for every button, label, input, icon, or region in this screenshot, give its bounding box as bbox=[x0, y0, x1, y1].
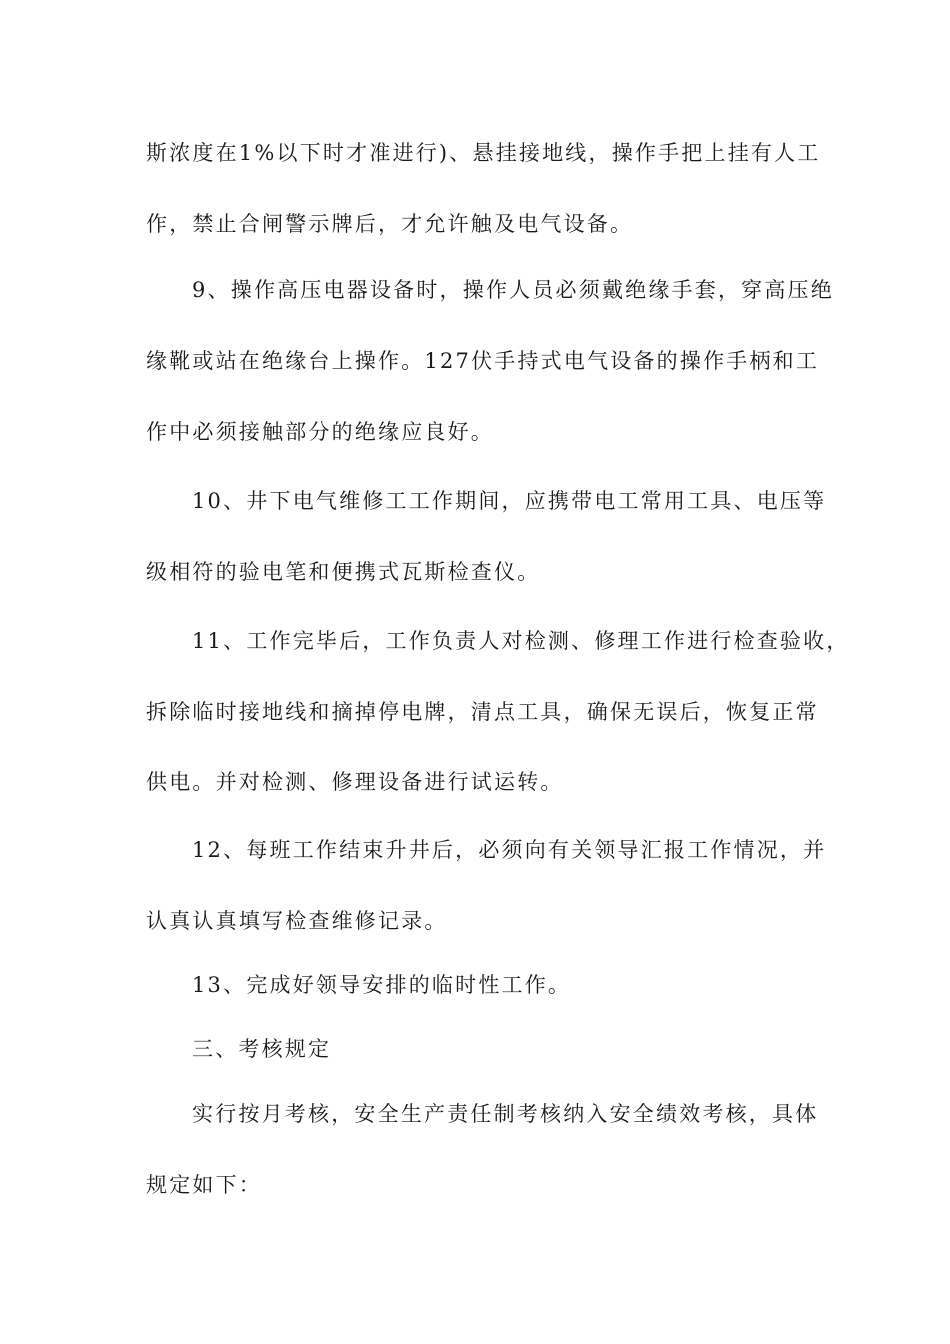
text-line: 斯浓度在1%以下时才准进行)、悬挂接地线，操作手把上挂有人工 bbox=[146, 141, 821, 165]
section-heading: 三、考核规定 bbox=[192, 1037, 332, 1061]
text-line: 级相符的验电笔和便携式瓦斯检查仪。 bbox=[146, 560, 541, 584]
text-line: 供电。并对检测、修理设备进行试运转。 bbox=[146, 770, 564, 794]
paragraph-start-line: 10、井下电气维修工工作期间，应携带电工常用工具、电压等 bbox=[192, 489, 827, 513]
text-line: 作中必须接触部分的绝缘应良好。 bbox=[146, 420, 494, 444]
text-line: 认真认真填写检查维修记录。 bbox=[146, 909, 448, 933]
paragraph-start-line: 实行按月考核，安全生产责任制考核纳入安全绩效考核，具体 bbox=[192, 1102, 819, 1126]
paragraph-start-line: 12、每班工作结束升井后，必须向有关领导汇报工作情况，并 bbox=[192, 838, 827, 862]
paragraph-start-line: 11、工作完毕后，工作负责人对检测、修理工作进行检查验收， bbox=[192, 629, 850, 653]
text-line: 缘靴或站在绝缘台上操作。127伏手持式电气设备的操作手柄和工 bbox=[146, 349, 820, 373]
paragraph-start-line: 13、完成好领导安排的临时性工作。 bbox=[192, 973, 572, 997]
text-line: 作，禁止合闸警示牌后，才允许触及电气设备。 bbox=[146, 212, 634, 236]
text-line: 规定如下： bbox=[146, 1173, 262, 1197]
paragraph-start-line: 9、操作高压电器设备时，操作人员必须戴绝缘手套，穿高压绝 bbox=[192, 278, 834, 302]
text-line: 拆除临时接地线和摘掉停电牌，清点工具，确保无误后，恢复正常 bbox=[146, 700, 819, 724]
